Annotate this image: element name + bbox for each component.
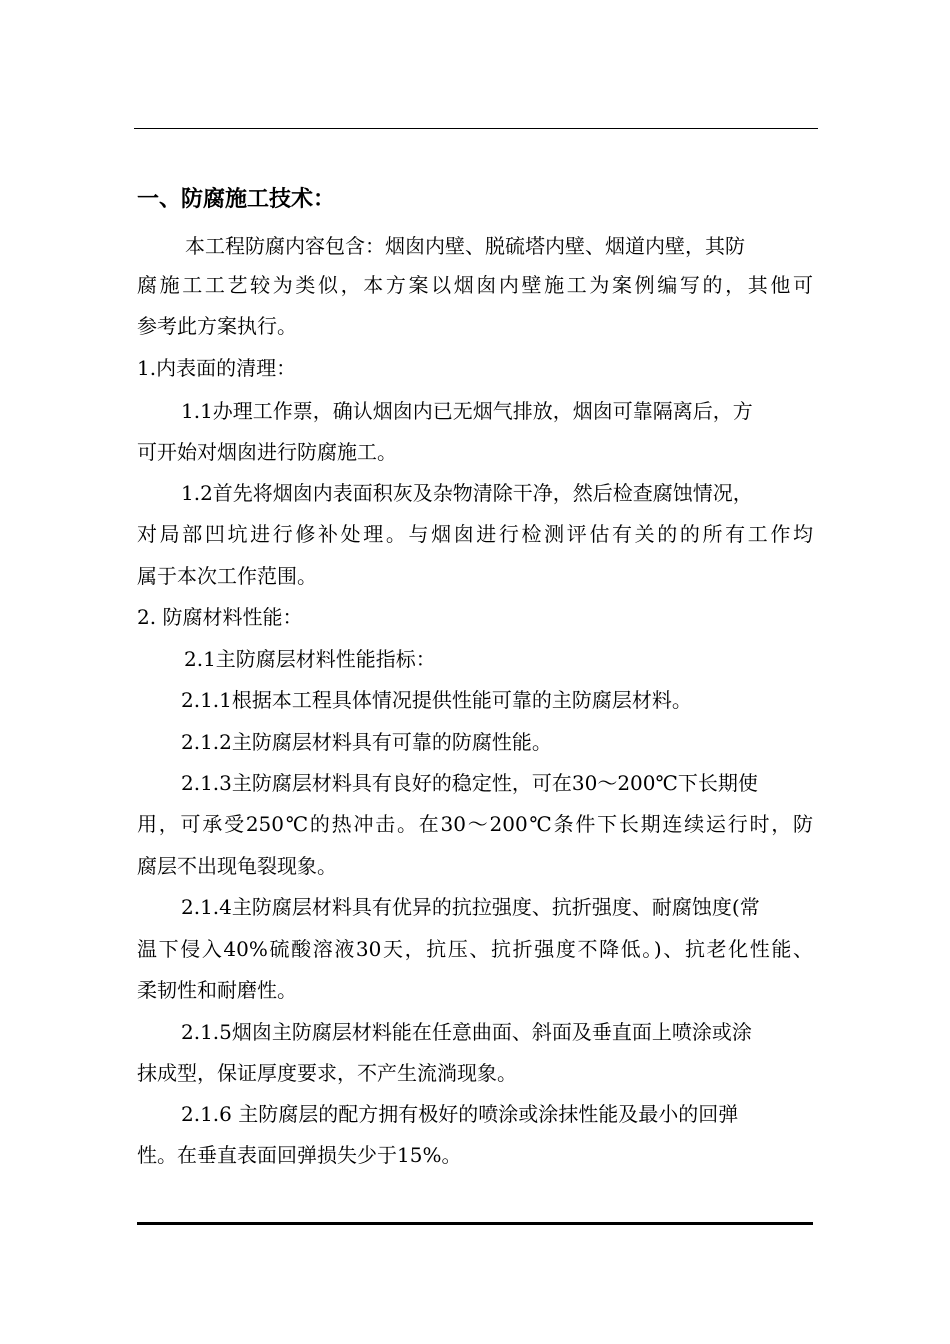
line-16: 腐层不出现龟裂现象。: [137, 854, 337, 878]
line-11: 2.1主防腐层材料性能指标：: [184, 647, 436, 671]
line-12: 2.1.1根据本工程具体情况提供性能可靠的主防腐层材料。: [181, 688, 692, 712]
line-06: 可开始对烟囱进行防腐施工。: [137, 440, 397, 464]
line-01: 本工程防腐内容包含：烟囱内壁、脱硫塔内壁、烟道内壁，其防: [185, 234, 745, 258]
line-14: 2.1.3主防腐层材料具有良好的稳定性，可在30～200℃下长期使: [181, 771, 758, 795]
line-17: 2.1.4主防腐层材料具有优异的抗拉强度、抗折强度、耐腐蚀度(常: [181, 895, 760, 919]
line-07: 1.2首先将烟囱内表面积灰及杂物清除干净，然后检查腐蚀情况，: [181, 481, 753, 505]
header-rule: [134, 128, 818, 129]
line-21: 抹成型，保证厚度要求，不产生流淌现象。: [137, 1061, 517, 1085]
line-09: 属于本次工作范围。: [137, 564, 317, 588]
section-heading: 一、防腐施工技术：: [137, 187, 336, 212]
line-04: 1.内表面的清理：: [137, 356, 297, 380]
line-20: 2.1.5烟囱主防腐层材料能在任意曲面、斜面及垂直面上喷涂或涂: [181, 1020, 752, 1044]
line-19: 柔韧性和耐磨性。: [137, 978, 297, 1002]
footer-rule: [137, 1222, 813, 1225]
line-02: 腐施工工艺较为类似，本方案以烟囱内壁施工为案例编写的，其他可: [137, 273, 813, 297]
line-05: 1.1办理工作票，确认烟囱内已无烟气排放，烟囱可靠隔离后，方: [181, 399, 753, 423]
line-10: 2. 防腐材料性能：: [137, 605, 303, 629]
line-18: 温下侵入40%硫酸溶液30天，抗压、抗折强度不降低。)、抗老化性能、: [137, 937, 813, 961]
line-03: 参考此方案执行。: [137, 314, 297, 338]
line-13: 2.1.2主防腐层材料具有可靠的防腐性能。: [181, 730, 552, 754]
line-23: 性。在垂直表面回弹损失少于15%。: [137, 1143, 462, 1167]
line-15: 用，可承受250℃的热冲击。在30～200℃条件下长期连续运行时，防: [137, 812, 813, 836]
line-22: 2.1.6 主防腐层的配方拥有极好的喷涂或涂抹性能及最小的回弹: [181, 1102, 739, 1126]
line-08: 对局部凹坑进行修补处理。与烟囱进行检测评估有关的的所有工作均: [137, 522, 813, 546]
